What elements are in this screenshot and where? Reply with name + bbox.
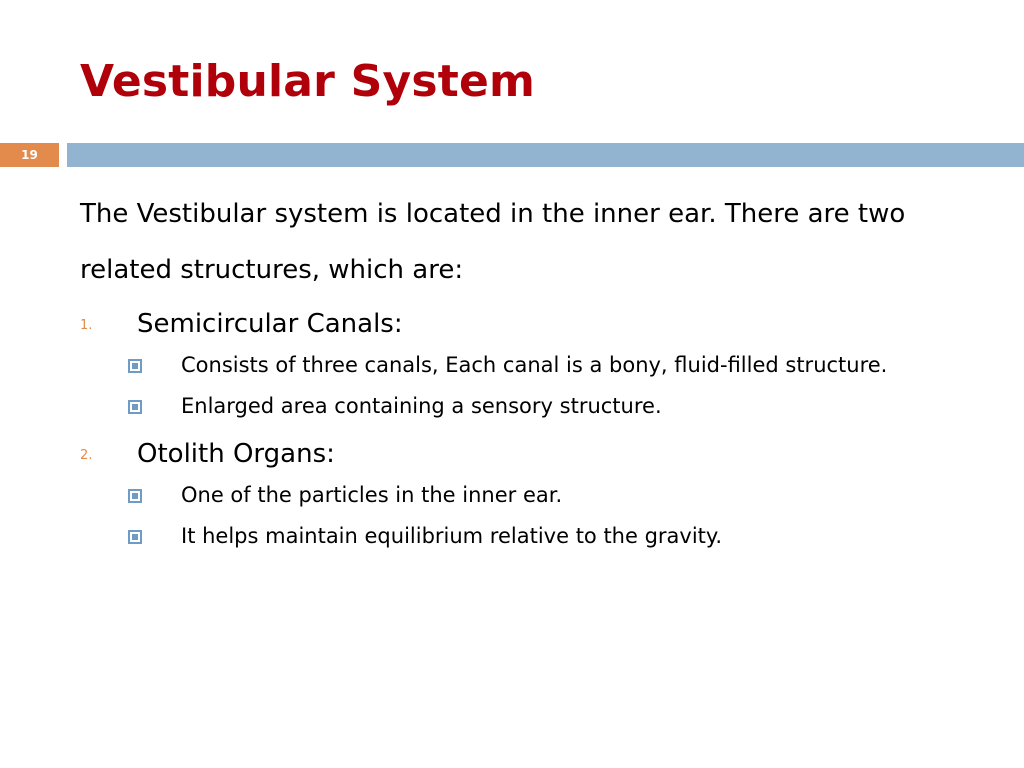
slide-number: 19	[21, 148, 38, 162]
intro-paragraph: The Vestibular system is located in the inner ear. There are two related structures, which are:	[80, 199, 906, 285]
list-item-semicircular-canals	[80, 306, 980, 342]
list-item-otolith-organs	[80, 436, 980, 472]
sub-bullet-text: One of the particles in the inner ear.	[181, 483, 563, 507]
sub-bullet-text: Consists of three canals, Each canal is a bony, fluid-filled structure.	[181, 353, 888, 377]
list-number: 1.	[80, 318, 93, 333]
slide-body	[80, 186, 980, 554]
sub-bullet-item	[80, 348, 961, 383]
slide-number-badge	[0, 143, 59, 167]
section-heading: Semicircular Canals:	[137, 309, 403, 339]
square-bullet-icon	[128, 530, 142, 544]
square-bullet-icon	[128, 359, 142, 373]
list-number: 2.	[80, 448, 93, 463]
square-bullet-icon	[128, 400, 142, 414]
sub-bullet-text: Enlarged area containing a sensory structure.	[181, 394, 662, 418]
sub-bullet-item	[80, 478, 961, 513]
sub-bullet-text: It helps maintain equilibrium relative to the gravity.	[181, 524, 723, 548]
sub-bullet-item	[80, 389, 961, 424]
sub-bullet-item	[80, 519, 961, 554]
section-heading: Otolith Organs:	[137, 439, 335, 469]
slide-title: Vestibular System	[80, 56, 536, 107]
square-bullet-icon	[128, 489, 142, 503]
header-divider-bar	[67, 143, 1024, 167]
